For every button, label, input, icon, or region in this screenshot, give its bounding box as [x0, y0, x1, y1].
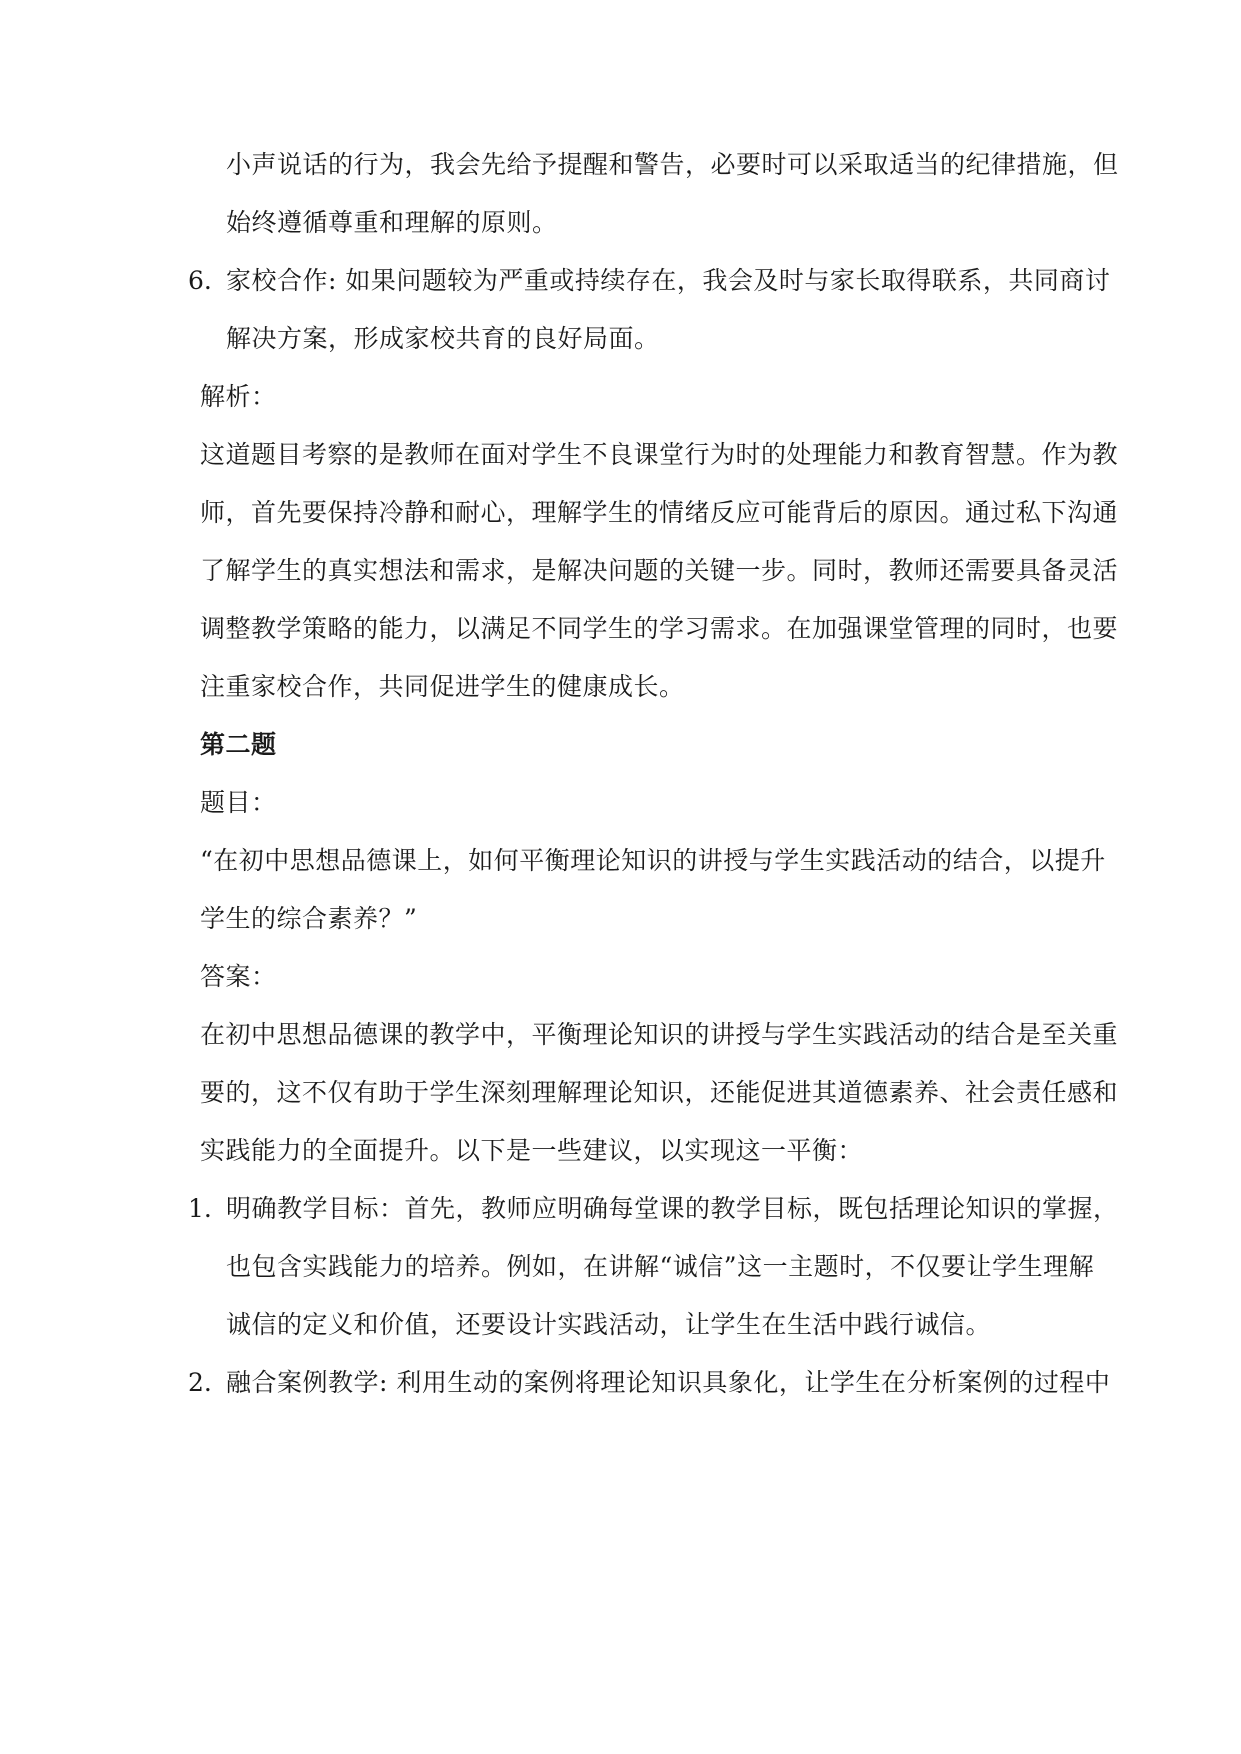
question-line-1: “在初中思想品德课上，如何平衡理论知识的讲授与学生实践活动的结合，以提升 — [200, 846, 1106, 875]
item5-line-1: 小声说话的行为，我会先给予提醒和警告，必要时可以采取适当的纪律措施，但 — [226, 150, 1119, 179]
list-item-1-line-3: 诚信的定义和价值，还要设计实践活动，让学生在生活中践行诚信。 — [226, 1310, 992, 1339]
analysis-line-1: 这道题目考察的是教师在面对学生不良课堂行为时的处理能力和教育智慧。作为教 — [200, 440, 1119, 469]
item6-number: 6. — [188, 266, 212, 295]
list-item-1-line-1: 明确教学目标：首先，教师应明确每堂课的教学目标，既包括理论知识的掌握， — [226, 1194, 1119, 1223]
analysis-line-5: 注重家校合作，共同促进学生的健康成长。 — [200, 672, 685, 701]
list-item-1-number: 1. — [188, 1194, 212, 1223]
list-item-1-line-2: 也包含实践能力的培养。例如，在讲解“诚信”这一主题时，不仅要让学生理解 — [226, 1252, 1095, 1281]
analysis-line-3: 了解学生的真实想法和需求，是解决问题的关键一步。同时，教师还需要具备灵活 — [200, 556, 1119, 585]
analysis-label: 解析： — [200, 382, 277, 411]
analysis-line-4: 调整教学策略的能力，以满足不同学生的学习需求。在加强课堂管理的同时，也要 — [200, 614, 1119, 643]
question-line-2: 学生的综合素养？” — [200, 904, 418, 933]
question-label: 题目： — [200, 788, 277, 817]
analysis-line-2: 师，首先要保持冷静和耐心，理解学生的情绪反应可能背后的原因。通过私下沟通 — [200, 498, 1119, 527]
item5-line-2: 始终遵循尊重和理解的原则。 — [226, 208, 558, 237]
list-item-2-number: 2. — [188, 1368, 212, 1397]
item6-line-1: 家校合作: 如果问题较为严重或持续存在，我会及时与家长取得联系，共同商讨 — [226, 266, 1111, 295]
answer-label: 答案： — [200, 962, 277, 991]
section-heading: 第二题 — [200, 730, 277, 759]
answer-line-3: 实践能力的全面提升。以下是一些建议，以实现这一平衡： — [200, 1136, 864, 1165]
list-item-2-line-1: 融合案例教学: 利用生动的案例将理论知识具象化，让学生在分析案例的过程中 — [226, 1368, 1111, 1397]
item6-line-2: 解决方案，形成家校共育的良好局面。 — [226, 324, 660, 353]
answer-line-1: 在初中思想品德课的教学中，平衡理论知识的讲授与学生实践活动的结合是至关重 — [200, 1020, 1119, 1049]
answer-line-2: 要的，这不仅有助于学生深刻理解理论知识，还能促进其道德素养、社会责任感和 — [200, 1078, 1119, 1107]
